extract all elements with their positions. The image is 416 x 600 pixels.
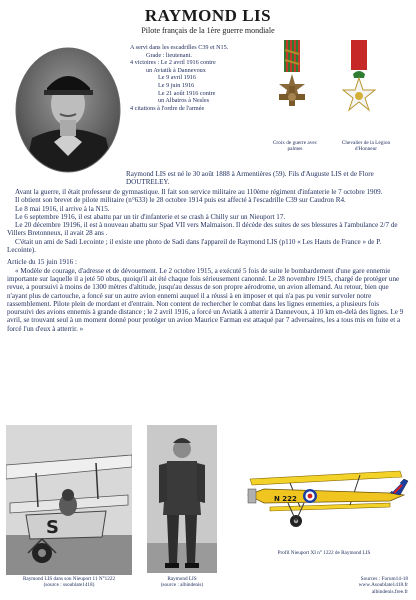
nieuport-profile-illustration bbox=[240, 455, 410, 545]
profile-number-text: N 222 bbox=[274, 495, 297, 503]
birth-paragraph: Raymond LIS est né le 30 août 1888 à Armentières (59). Fils d'Auguste LIS et de Flore DOUTRELEY. bbox=[126, 170, 374, 187]
sources-line: Sources : Forum14-18 bbox=[360, 576, 408, 582]
service-line: Le 9 juin 1916 bbox=[158, 81, 195, 89]
croix-de-guerre-icon bbox=[275, 40, 309, 124]
sources-link[interactable]: albindenis.free.fr bbox=[371, 588, 408, 595]
sources-link[interactable]: www.Asoublate1418.fr bbox=[358, 582, 408, 589]
bio-paragraph: C'était un ami de Sadi Lecointe ; il existe une photo de Sadi dans l'appareil de Raymond LIS (p110 « Les Hauts de France » de P. Lecointe). bbox=[7, 237, 382, 255]
legion-honneur-icon bbox=[342, 40, 376, 124]
profile-caption: Profil Nieuport XI n° 1222 de Raymond LIS bbox=[277, 550, 371, 556]
bio-paragraph: Le 6 septembre 1916, il est abattu par un tir d'infanterie et se crash à Chilly sur un Nieuport 17. bbox=[15, 212, 286, 221]
service-line: un Aviatik à Dannevoux bbox=[146, 66, 206, 74]
service-line: A servi dans les escadrilles C39 et N15. bbox=[130, 44, 229, 51]
bio-paragraph: Avant la guerre, il était professeur de gymnastique. Il fait son service militaire au 110ème régiment d'infanterie le 7 octobre 1909. bbox=[15, 188, 383, 196]
legion-caption: Chevalier de la Légion d'Honneur bbox=[341, 140, 391, 153]
article-text: « Modèle de courage, d'adresse et de dévouement. Le 2 octobre 1915, a exécuté 5 fois de suite le bombardement d'une gare ennemie importante sur laquelle il a jeté 50 obus, quoiqu'il ait été chaque fois sérieusement canonné. Le 28 novembre 1915, chargé de protéger une revue, a poursuivi à moins de 1300 mètres d'altitude, jusqu'au dessus de son propre aérodrome, un avion allemand. Au retour, bien que n'ayant plus de cartouche, a foncé sur un autre avion ennemi auquel il a réussi à en imposer et qui n'a pas pu venir survoler notre rassemblement. Pilote plein de mordant et d'entrain. Non content de rechercher le combat dans les lignes ennemies, a plusieurs fois poursuivi des avions ennemis à grande distance ; le 2 avril 1916, a forcé un Aviatik à atterrir à Dannevoux, à 10 km en-delà des lignes. Le 9 avril, se trouvant seul à un moment donné pour protéger un avion Maurice Farman est attaqué par 7 adversaires, les a tous mis en fuite et a forcé l'un d'eux à atterrir. » bbox=[7, 266, 404, 333]
bio-paragraph: Le 8 mai 1916, il arrive à la N15. bbox=[15, 204, 110, 213]
service-line: Le 21 août 1916 contre bbox=[158, 89, 216, 97]
service-line: Grade : lieutenant. bbox=[146, 51, 192, 59]
bio-paragraph: Il obtient son brevet de pilote militaire (n°633) le 28 octobre 1914 puis est affecté à l'escadrille C39 sur Caudron R4. bbox=[15, 196, 346, 205]
caption-line: Raymond LIS bbox=[167, 576, 197, 582]
standing-portrait-photo bbox=[147, 425, 217, 573]
page-title: RAYMOND LIS bbox=[144, 6, 272, 25]
pilot-plane-photo bbox=[6, 425, 132, 575]
croix-caption: Croix de guerre avec palmes bbox=[272, 140, 318, 153]
caption-source: (source : albindenis) bbox=[160, 582, 204, 588]
page-subtitle: Pilote français de la 1ère guerre mondiale bbox=[141, 26, 275, 35]
caption-source: (source : ssoublate1418) bbox=[43, 582, 95, 588]
service-line: 4 victoires : Le 2 avril 1916 contre bbox=[130, 59, 216, 67]
service-line: un Albatros à Nesles bbox=[158, 97, 210, 105]
caption-line: Raymond LIS dans son Nieuport 11 N°1222 bbox=[22, 576, 116, 582]
article-heading: Article du 15 juin 1916 : bbox=[7, 258, 77, 267]
plane-photo-caption bbox=[2, 576, 136, 588]
service-line: 4 citations à l'ordre de l'armée bbox=[130, 104, 205, 112]
svg-text:S: S bbox=[46, 517, 59, 538]
bio-text bbox=[7, 188, 407, 333]
sources-block bbox=[359, 576, 408, 595]
service-line: Le 9 avril 1916 bbox=[158, 74, 196, 82]
bio-paragraph: Le 20 décembre 19196, il est à nouveau abattu sur Spad VII vers Malmaison. Il décède des suites de ses blessures à l'ambulance 2/7 de Villers Bretonneux, il avait 28 ans . bbox=[7, 221, 398, 238]
portrait-caption bbox=[138, 576, 226, 588]
portrait-photo bbox=[14, 46, 122, 174]
